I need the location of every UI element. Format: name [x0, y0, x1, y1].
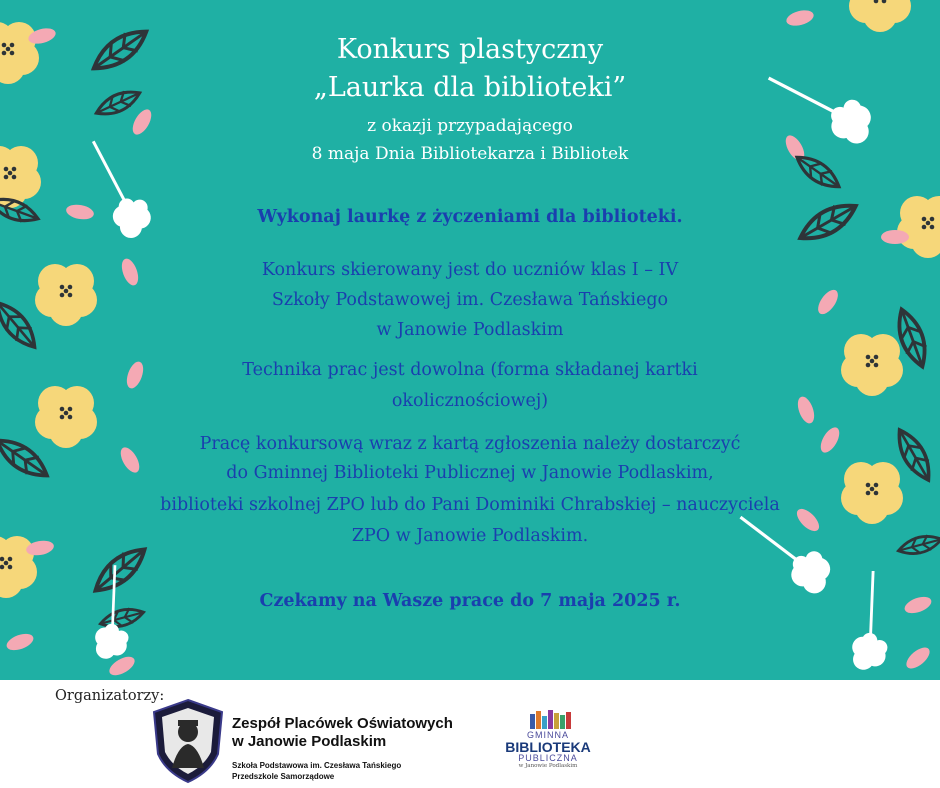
- deadline-text: Czekamy na Wasze prace do 7 maja 2025 r.: [259, 591, 681, 611]
- subtitle-line-1: z okazji przypadającego: [367, 116, 573, 136]
- organizers-label: Organizatorzy:: [55, 688, 165, 704]
- zpo-name: [232, 715, 453, 751]
- delivery-line: biblioteki szkolnej ZPO lub do Pani Dominiki Chrabskiej – nauczyciela: [160, 495, 780, 515]
- task-text: Wykonaj laurkę z życzeniami dla biblioteki.: [257, 207, 683, 227]
- library-books-icon: [528, 708, 574, 730]
- delivery-line: Pracę konkursową wraz z kartą zgłoszenia należy dostarczyć: [199, 434, 741, 454]
- zpo-sub-line-1: Szkoła Podstawowa im. Czesława Tańskiego: [232, 761, 402, 770]
- footer: [0, 680, 940, 788]
- zpo-name-line-2: w Janowie Podlaskim: [232, 733, 387, 750]
- title-line-2: „Laurka dla biblioteki”: [313, 72, 627, 103]
- library-line-2: BIBLIOTEKA: [505, 739, 591, 755]
- technique-line: Technika prac jest dowolna (forma składanej kartki: [242, 360, 698, 380]
- library-line-4: w Janowie Podlaskim: [518, 763, 578, 769]
- library-logo: [498, 730, 598, 769]
- delivery-line: ZPO w Janowie Podlaskim.: [351, 526, 589, 546]
- audience-line: w Janowie Podlaskim: [376, 320, 564, 340]
- delivery-line: do Gminnej Biblioteki Publicznej w Janowie Podlaskim,: [226, 463, 714, 483]
- audience-line: Konkurs skierowany jest do uczniów klas I – IV: [261, 260, 679, 280]
- audience-line: Szkoły Podstawowej im. Czesława Tańskiego: [271, 290, 669, 310]
- zpo-emblem-icon: [150, 698, 226, 784]
- title-line-1: Konkurs plastyczny: [336, 34, 604, 65]
- library-line-1: GMINNA: [527, 730, 569, 740]
- zpo-sub-line-2: Przedszkole Samorządowe: [232, 772, 335, 781]
- zpo-name-line-1: Zespół Placówek Oświatowych: [232, 715, 453, 732]
- library-line-3: PUBLICZNA: [518, 753, 578, 763]
- subtitle-line-2: 8 maja Dnia Bibliotekarza i Bibliotek: [311, 144, 629, 164]
- technique-line: okolicznościowej): [391, 391, 549, 411]
- zpo-subtitle: [232, 760, 401, 782]
